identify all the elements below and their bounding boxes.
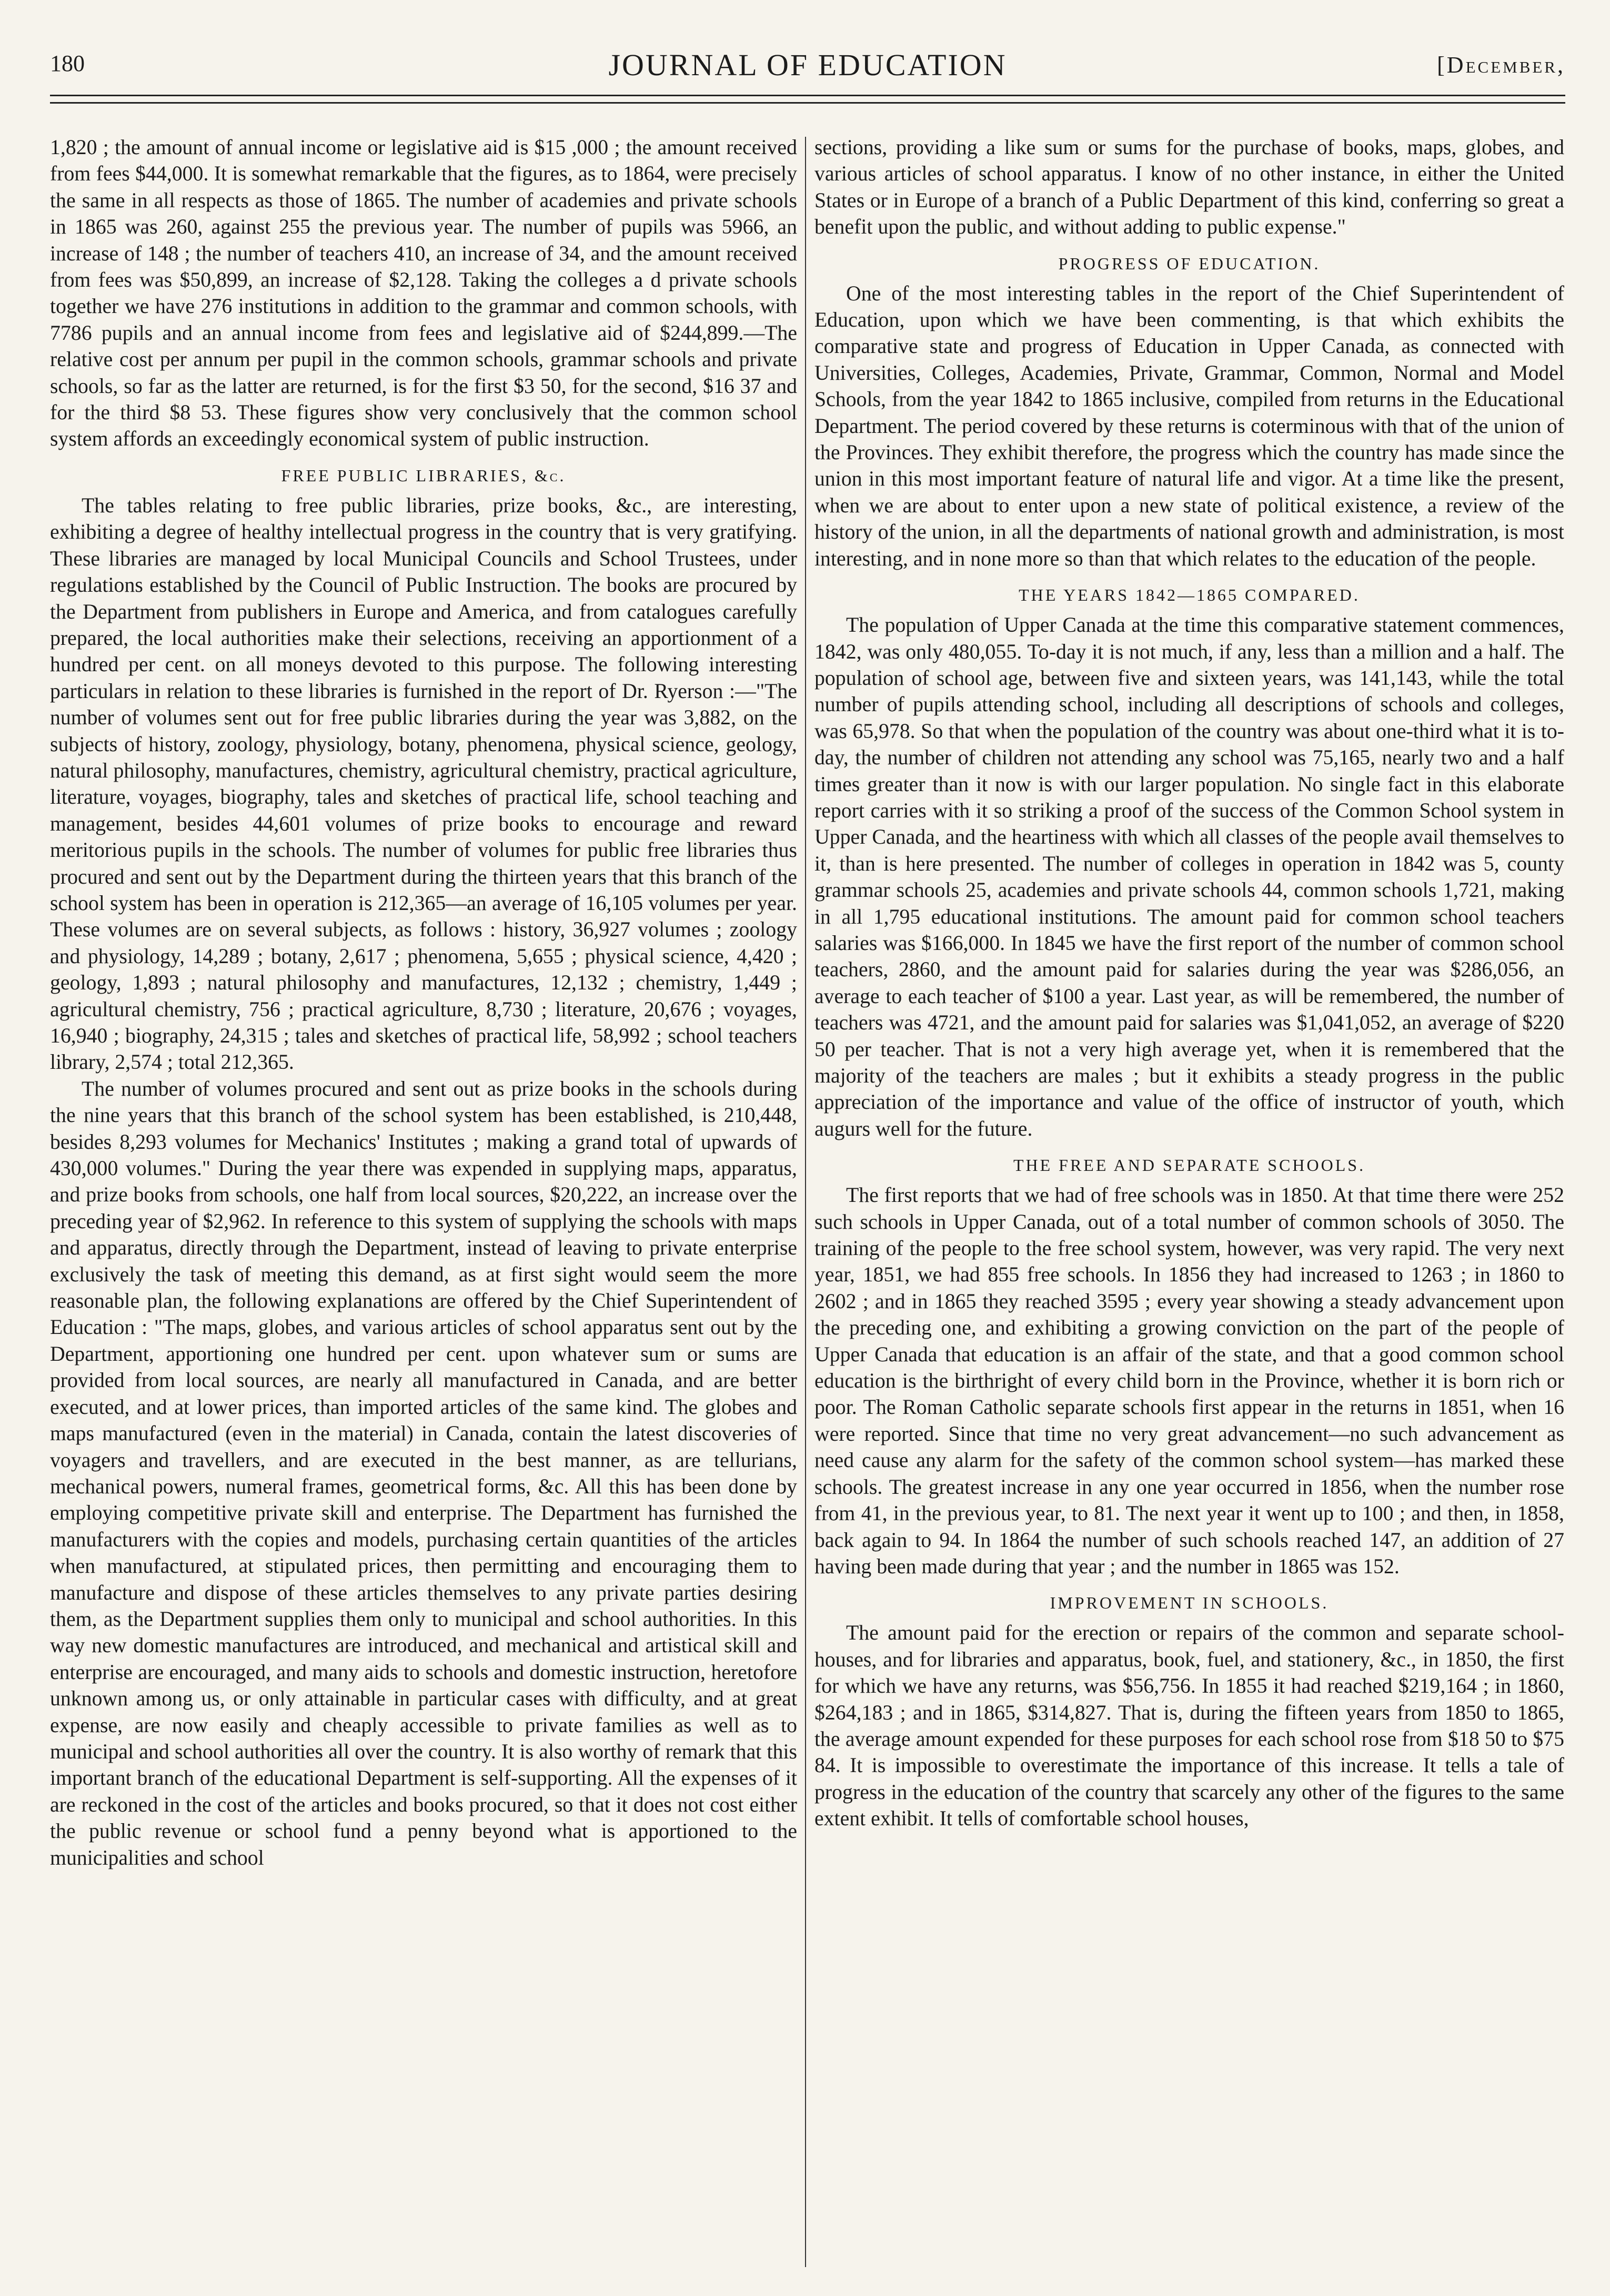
header-rule-top — [50, 95, 1565, 96]
left-column — [50, 134, 797, 1871]
section-heading-free-separate-schools: THE FREE AND SEPARATE SCHOOLS. — [1013, 1156, 1366, 1175]
header-rule-bottom — [50, 102, 1565, 104]
paragraph: The population of Upper Canada at the time this comparative statement commences, 1842, was only 480,055. To-day it is not much, if any, less than a million and a half. The population of school age, between five and sixteen years, was 141,143, while the total number of pupils attending school, including all descriptions of schools and colleges, was 65,978. So that when the population of the country was about one-third what it is to-day, the number of children not attending any school was 75,165, nearly two and a half times greater than it now is with our larger population. No single fact in this elaborate report carries with it so striking a proof of the success of the Common School system in Upper Canada, and the heartiness with which all classes of the people avail themselves to it, than is here presented. The number of colleges in operation in 1842 was 5, county grammar schools 25, academies and private schools 44, common schools 1,721, making in all 1,795 educational institutions. The amount paid for common school teachers salaries was $166,000. In 1845 we have the first report of the number of common school teachers, 2860, and the amount paid for salaries during the year was $286,056, an average to each teacher of $100 a year. Last year, as will be remembered, the number of teachers was 4721, and the amount paid for salaries was $1,041,052, an average of $220 50 per teacher. That is not a very high average yet, when it is remembered that the majority of the teachers are males ; but it exhibits a steady progress in the public appreciation of the importance and value of the office of instructor of youth, which augurs well for the future. — [814, 613, 1564, 1140]
column-divider — [805, 137, 806, 2267]
page-header — [50, 47, 1565, 89]
paragraph: The tables relating to free public libraries, prize books, &c., are interesting, exhibiting a degree of healthy intellectual progress in the country that is very gratifying. These libraries are managed by local Municipal Councils and School Trustees, under regulations established by the Council of Public Instruction. The books are procured by the Department from publishers in Europe and America, and from catalogues carefully prepared, the local authorities make their selections, receiving an apportionment of a hundred per cent. on all moneys devoted to this purpose. The following interesting particulars in relation to these libraries is furnished in the report of Dr. Ryerson :—"The number of volumes sent out for free public libraries during the year was 3,882, on the subjects of history, zoology, physiology, botany, phenomena, physical science, geology, natural philosophy, manufactures, chemistry, agricultural chemistry, practical agriculture, literature, voyages, biography, tales and sketches of practical life, school teaching and management, besides 44,601 volumes of prize books to encourage and reward meritorious pupils in the schools. The number of volumes for public free libraries thus procured and sent out by the Department during the thirteen years that this branch of the school system has been in operation is 212,365—an average of 16,105 volumes per year. These volumes are on several subjects, as follows : history, 36,927 volumes ; zoology and physiology, 14,289 ; botany, 2,617 ; phenomena, 5,655 ; physical science, 4,420 ; geology, 1,893 ; natural philosophy and manufactures, 12,132 ; chemistry, 1,449 ; agricultural chemistry, 756 ; practical agriculture, 8,730 ; literature, 20,676 ; voyages, 16,940 ; biography, 24,315 ; tales and sketches of practical life, 58,992 ; school teachers library, 2,574 ; total 212,365. — [50, 493, 797, 1074]
paragraph: The number of volumes procured and sent out as prize books in the schools during the nine years that this branch of the school system has been established, is 210,448, besides 8,293 volumes for Mechanics' Institutes ; making a grand total of upwards of 430,000 volumes." During the year there was expended in supplying maps, apparatus, and prize books from schools, one half from local sources, $20,222, an increase over the preceding year of $2,962. In reference to this system of supplying the schools with maps and apparatus, directly through the Department, instead of leaving to private enterprise exclusively the task of meeting this demand, as at first sight would seem the more reasonable plan, the following explanations are offered by the Chief Superintendent of Education : "The maps, globes, and various articles of school apparatus sent out by the Department, apportioning one hundred per cent. upon whatever sum or sums are provided from local sources, are nearly all manufactured in Canada, and are better executed, and at lower prices, than imported articles of the same kind. The globes and maps manufactured (even in the material) in Canada, contain the latest discoveries of voyagers and travellers, and are executed in the best manner, as are tellurians, mechanical powers, numeral frames, geometrical forms, &c. All this has been done by employing competitive private skill and enterprise. The Department has furnished the manufacturers with the copies and models, purchasing certain quantities of the articles when manufactured, at stipulated prices, then permitting and encouraging them to manufacture and dispose of these articles themselves to any private parties desiring them, as the Department supplies them only to municipal and school authorities. In this way new domestic manufactures are introduced, and mechanical and artistical skill and enterprise are encouraged, and many aids to schools and domestic instruction, heretofore unknown among us, or only attainable in particular cases with difficulty, and at great expense, are now easily and cheaply accessible to private families as well as to municipal and school authorities all over the country. It is also worthy of remark that this important branch of the educational Department is self-supporting. All the expenses of it are reckoned in the cost of the articles and books procured, so that it does not cost either the public revenue or school fund a penny beyond what is apportioned to the municipalities and school — [50, 1077, 797, 1869]
paragraph: The amount paid for the erection or repairs of the common and separate school-houses, and for libraries and apparatus, book, fuel, and stationery, &c., in 1850, the first for which we have any returns, was $56,756. In 1855 it had reached $219,164 ; in 1860, $264,183 ; and in 1865, $314,827. That is, during the fifteen years from 1850 to 1865, the average amount expended for these purposes for each school rose from $18 50 to $75 84. It is impossible to overestimate the importance of this increase. It tells a tale of progress in the education of the country that scarcely any other of the figures to the same extent exhibit. It tells of comfortable school houses, — [814, 1621, 1564, 1830]
journal-title: JOURNAL OF EDUCATION — [608, 48, 1007, 82]
paragraph: One of the most interesting tables in the report of the Chief Superintendent of Education, upon which we have been commenting, is that which exhibits the comparative state and progress of Education in Upper Canada, as connected with Universities, Colleges, Academies, Private, Grammar, Common, Normal and Model Schools, from the year 1842 to 1865 inclusive, compiled from returns in the Educational Department. The period covered by these returns is coterminous with that of the union of the Provinces. They exhibit therefore, the progress which the country has made since the union in this most important feature of natural life and vigor. At a time like the present, when we are about to enter upon a new state of political existence, a review of the history of the union, in all the departments of national growth and administration, is most interesting, and in none more so than that which relates to the education of the people. — [814, 281, 1564, 570]
paragraph: sections, providing a like sum or sums for the purchase of books, maps, globes, and various articles of school apparatus. I know of no other instance, in either the United States or in Europe of a branch of a Public Department of this kind, conferring so great a benefit upon the public, and without adding to public expense." — [814, 136, 1564, 239]
section-heading-improvement-in-schools: IMPROVEMENT IN SCHOOLS. — [1050, 1593, 1329, 1613]
section-heading-years-compared: THE YEARS 1842—1865 COMPARED. — [1019, 585, 1360, 605]
section-heading-free-public-libraries: FREE PUBLIC LIBRARIES, &c. — [281, 466, 566, 485]
page-number: 180 — [50, 50, 85, 76]
paragraph: 1,820 ; the amount of annual income or legislative aid is $15 ,000 ; the amount received from fees $44,000. It is somewhat remarkable that the figures, as to 1864, were precisely the same in all respects as those of 1865. The number of academies and private schools in 1865 was 260, against 255 the previous year. The number of pupils was 5966, an increase of 148 ; the number of teachers 410, an increase of 34, and the amount received from fees was $50,899, an increase of $2,128. Taking the colleges a d private schools together we have 276 institutions in addition to the grammar and common schools, with 7786 pupils and an annual income from fees and legislative aid of $244,899.—The relative cost per annum per pupil in the common schools, grammar schools and private schools, so far as the latter are returned, is for the first $3 50, for the second, $16 37 and for the third $8 53. These figures show very conclusively that the common school system affords an exceedingly economical system of public instruction. — [50, 136, 797, 451]
right-column — [814, 134, 1564, 1832]
section-heading-progress-of-education: PROGRESS OF EDUCATION. — [1058, 254, 1321, 273]
paragraph: The first reports that we had of free schools was in 1850. At that time there were 252 such schools in Upper Canada, out of a total number of common schools of 3050. The training of the people to the free school system, however, was very rapid. The very next year, 1851, we had 855 free schools. In 1856 they had increased to 1263 ; in 1860 to 2602 ; and in 1865 they reached 3595 ; every year showing a steady advancement upon the preceding one, and exhibiting a growing conviction on the part of the people of Upper Canada that education is an affair of the state, and that a good common school education is the birthright of every child born in the Province, whether it is born rich or poor. The Roman Catholic separate schools first appear in the returns in 1851, when 16 were reported. Since that time no very great advancement—no such advancement as need cause any alarm for the safety of the common school system—has marked these schools. The greatest increase in any one year occurred in 1856, when the number rose from 41, in the previous year, to 81. The next year it went up to 100 ; and then, in 1858, back again to 94. In 1864 the number of such schools reached 147, an addition of 27 having been made during that year ; and the number in 1865 was 152. — [814, 1184, 1564, 1578]
issue-month: [December, — [1437, 52, 1565, 78]
